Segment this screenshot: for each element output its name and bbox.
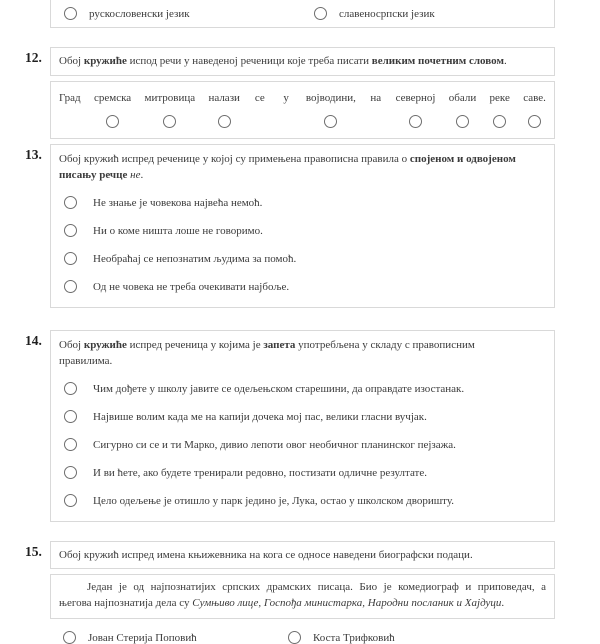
word-cell [523,91,546,128]
options-row [63,631,600,644]
question-12-prompt: Обој кружиће испод речи у наведеној реченици које треба писати великим почетним словом. [59,55,507,67]
question-14-number: 14. [25,333,42,349]
word: у [283,91,289,106]
option-label: рускословенски језик [89,8,190,20]
answer-option[interactable] [59,409,546,425]
radio-circle[interactable] [493,115,506,128]
word-cell [306,91,356,128]
word: митровица [144,91,195,106]
option-kosta-trifkovic[interactable] [288,631,395,644]
word: на [370,91,381,106]
question-13-card [50,144,555,308]
word-cell [59,91,81,128]
option-label: Јован Стерија Поповић [88,632,197,644]
question-12 [0,47,600,139]
word-cell [208,91,239,128]
question-15-options [50,631,600,644]
radio-circle[interactable] [528,115,541,128]
option-jovan-sterija-popovic[interactable] [63,631,288,644]
word-cell [490,91,510,128]
radio-circle[interactable] [64,196,77,209]
option-text: Необраћај се непознатим људима за помоћ. [93,251,296,267]
word: саве. [523,91,546,106]
biography-text-line2: његова најпознатија дела су Сумњиво лице, Госпођа министарка, Народни посланик и Хајдуци. [59,596,546,612]
word: сремска [94,91,131,106]
biography-text-line1: Један је од најпознатијих српских драмских писаца. Био је комедиограф и приповедач, а [59,580,546,596]
option-text: Највише волим када ме на капији дочека мој пас, велики гласни вучјак. [93,409,427,425]
option-slavenosrpski[interactable] [314,7,435,20]
word: војводини, [306,91,356,106]
word-cell [144,91,195,128]
question-13 [0,144,600,308]
option-text: Сигурно си се и ти Марко, дивио лепоти овог необичног планинског пејзажа. [93,437,456,453]
question-15-number: 15. [25,544,42,560]
previous-question-options-card [50,0,555,28]
option-text: Од не човека не треба очекивати најбоље. [93,279,289,295]
option-text: Ни о коме ништа лоше не говоримо. [93,223,263,239]
options-row [64,7,554,20]
question-14-prompt: Обој кружиће испред реченица у којима је запета употребљена у складу с правописним правилима. [59,337,546,369]
radio-circle[interactable] [324,115,337,128]
question-12-sentence-card [50,81,555,139]
radio-circle[interactable] [456,115,469,128]
radio-circle[interactable] [64,224,77,237]
question-14 [0,330,600,522]
radio-circle[interactable] [63,631,76,644]
answer-option[interactable] [59,223,546,239]
radio-circle[interactable] [106,115,119,128]
radio-circle[interactable] [64,410,77,423]
word-cell [449,91,476,128]
radio-circle[interactable] [64,7,77,20]
question-14-card [50,330,555,522]
question-15-biography-card [50,574,555,619]
word: Град [59,91,81,106]
word-cell [94,91,131,128]
radio-circle[interactable] [163,115,176,128]
sentence-words-row [59,91,546,128]
answer-option[interactable] [59,437,546,453]
question-15-prompt: Обој кружић испред имена књижевника на кога се односе наведени биографски подаци. [59,549,473,561]
question-13-number: 13. [25,147,42,163]
answer-option[interactable] [59,465,546,481]
answer-option[interactable] [59,493,546,509]
word-cell [253,91,266,128]
radio-circle[interactable] [218,115,231,128]
word: реке [490,91,510,106]
option-ruskoslovenski[interactable] [64,7,314,20]
question-12-prompt-card [50,47,555,76]
answer-option[interactable] [59,251,546,267]
radio-circle[interactable] [314,7,327,20]
word-cell [396,91,436,128]
option-text: Чим дођете у школу јавите се одељењском старешини, да оправдате изостанак. [93,381,464,397]
radio-circle[interactable] [64,280,77,293]
radio-circle[interactable] [64,252,77,265]
option-text: И ви ћете, ако будете тренирали редовно, постизати одличне резултате. [93,465,427,481]
word-cell [369,91,382,128]
radio-circle[interactable] [64,438,77,451]
question-12-number: 12. [25,50,42,66]
word: обали [449,91,476,106]
radio-circle[interactable] [64,382,77,395]
question-13-prompt: Обој кружић испред реченице у којој су примењена правописна правила о спојеном и одвојеном писању речце не. [59,151,546,183]
answer-option[interactable] [59,279,546,295]
radio-circle[interactable] [409,115,422,128]
option-text: Не знање је човекова највећа немоћ. [93,195,262,211]
word-cell [280,91,293,128]
question-15 [0,541,600,644]
word: северној [396,91,436,106]
answer-option[interactable] [59,195,546,211]
option-text: Цело одељење је отишло у парк једино је, Лука, остао у школском дворишту. [93,493,454,509]
question-15-prompt-card [50,541,555,570]
word: се [255,91,265,106]
radio-circle[interactable] [288,631,301,644]
option-label: славеносрпски језик [339,8,435,20]
word: налази [208,91,239,106]
radio-circle[interactable] [64,466,77,479]
radio-circle[interactable] [64,494,77,507]
answer-option[interactable] [59,381,546,397]
option-label: Коста Трифковић [313,632,395,644]
